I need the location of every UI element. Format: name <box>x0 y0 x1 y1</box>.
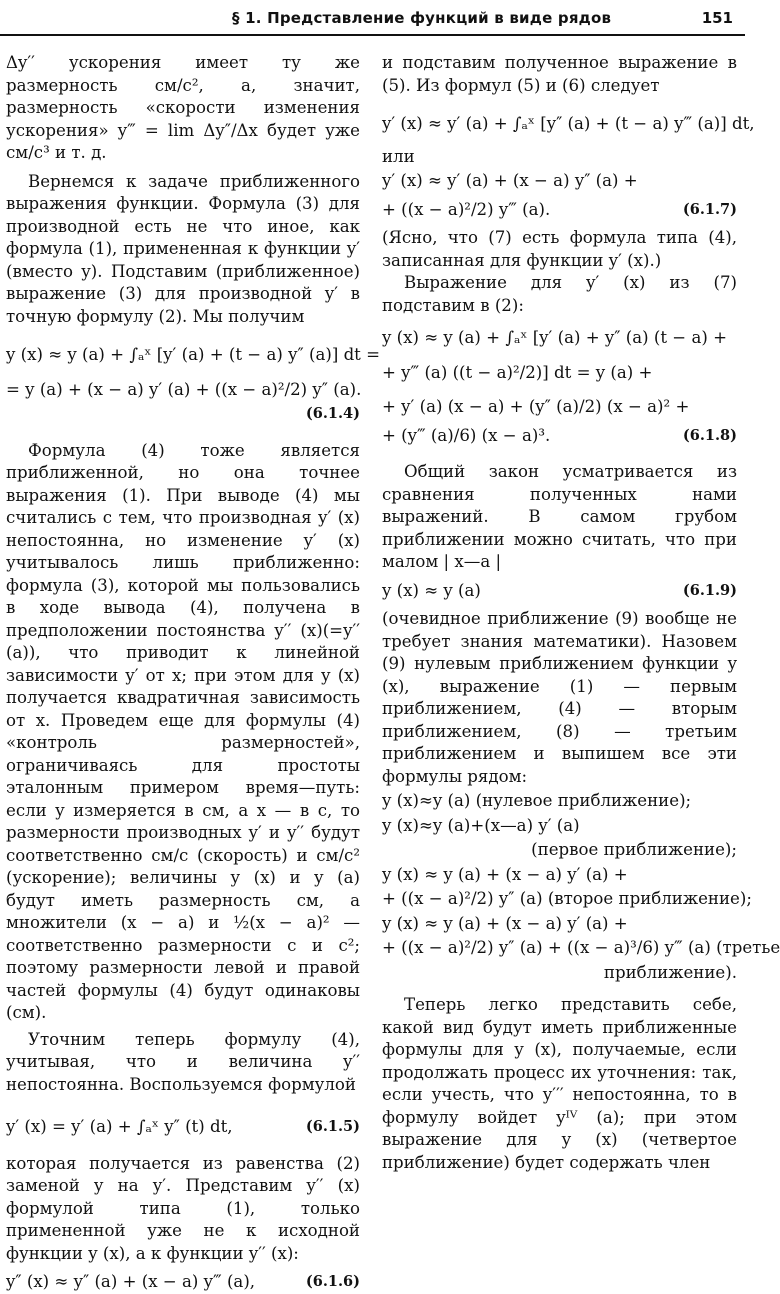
equation-body: y (x) ≈ y (a) <box>382 580 481 600</box>
equation: (первое приближение); <box>531 840 737 859</box>
paragraph: (очевидное приближение (9) вообще не требует знания математики). Назовем (9) нулевым приближением функции y (x), выражение (1) — первым приближением, (4) — вторым приближением, (8) — третьим приближением и выпишем все эти формулы рядом: <box>382 609 737 786</box>
equation <box>6 1271 360 1294</box>
equation: y (x) ≈ y (a) + (x − a) y′ (a) + <box>382 913 628 933</box>
paragraph: Формула (4) тоже является приближенной, но она точнее выражения (1). При выводе (4) мы считались с тем, что производная y′ (x) непостоянна, но изменение y′ (x) учитывалось лишь приближенно: формула (3), которой мы пользовались в ходе вывода (4), получена в предположении постоянства y′′ (x)(=y′′ (a)), что приводит к линейной зависимости y′ от x; при этом для y (x) получается квадратичная зависимость от x. Проведем еще для формулы (4) «контроль размерностей», ограничиваясь для простоты эталонным примером время—путь: если y измеряется в см, а x — в с, то размерности производных y′ и y′′ будут соответственно см/с (скорость) и см/с² (ускорение); величины y (x) и y (a) будут иметь размерность см, а множители (x − a) и ½(x − a)² — соответственно размерности с и с²; поэтому размерности левой и правой частей формулы (4) будут одинаковы (см). <box>6 440 360 1022</box>
running-header <box>0 0 745 36</box>
equation <box>382 425 737 448</box>
equation-number: (6.1.9) <box>682 581 737 599</box>
paragraph: или <box>382 146 415 166</box>
right-column <box>382 52 780 1200</box>
equation: y (x) ≈ y (a) + ∫ₐˣ [y′ (a) + y″ (a) (t − a) + <box>382 328 727 347</box>
equation <box>382 580 737 603</box>
paragraph: Теперь легко представить себе, какой вид будут иметь приближенные формулы для y (x), получаемые, если продолжать процесс их уточнения: так, если учесть, что y′′′ непостоянна, то в формулу войдет yᴵⱽ (a); при этом выражение для y (x) (четвертое приближение) будет содержать член <box>382 995 737 1172</box>
equation-body: y′ (x) = y′ (a) + ∫ₐˣ y″ (t) dt, <box>6 1117 233 1136</box>
equation: приближение). <box>603 962 737 982</box>
equation: y′ (x) ≈ y′ (a) + (x − a) y″ (a) + <box>382 171 638 190</box>
equation-number: (6.1.5) <box>305 1118 360 1135</box>
paragraph: и подставим полученное выражение в (5). Из формул (5) и (6) следует <box>382 53 737 95</box>
equation: + y‴ (a) ((t − a)²/2)] dt = y (a) + <box>382 362 653 382</box>
equation-number: (6.1.6) <box>305 1273 360 1290</box>
equation: y (x)≈y (a) (нулевое приближение); <box>382 791 692 810</box>
page-number: 151 <box>701 9 733 27</box>
equation: y′ (x) ≈ y′ (a) + ∫ₐˣ [y″ (a) + (t − a) y‴ (a)] dt, <box>382 114 755 133</box>
paragraph: Выражение для y′ (x) из (7) подставим в (2): <box>382 273 737 315</box>
paragraph: Уточним теперь формулу (4), учитывая, что и величина y′′ непостоянна. Воспользуемся формулой <box>6 1029 360 1094</box>
equation: + ((x − a)²/2) y″ (a) + ((x − a)³/6) y‴ (a) (третье <box>382 938 780 957</box>
equation: y (x) ≈ y (a) + ∫ₐˣ [y′ (a) + (t − a) y″ (a)] dt = <box>6 345 381 364</box>
equation: + y′ (a) (x − a) + (y″ (a)/2) (x − a)² + <box>382 397 690 416</box>
equation: + ((x − a)²/2) y″ (a) (второе приближение); <box>382 889 752 908</box>
equation <box>6 1116 360 1139</box>
equation-number: (6.1.7) <box>682 200 737 218</box>
equation-number: (6.1.8) <box>682 426 737 444</box>
equation: = y (a) + (x − a) y′ (a) + ((x − a)²/2) y″ (a). <box>6 379 362 399</box>
equation-number: (6.1.4) <box>305 405 360 422</box>
equation <box>382 199 737 222</box>
equation-body: y″ (x) ≈ y″ (a) + (x − a) y‴ (a), <box>6 1272 256 1291</box>
paragraph: Δy′′ ускорения имеет ту же размерность см/с², а, значит, размерность «скорости изменения ускорения» y‴ = lim Δy″/Δx будет уже см/с³ и т. д. <box>6 53 360 162</box>
equation-body: + (y‴ (a)/6) (x − a)³. <box>382 425 551 445</box>
equation: y (x)≈y (a)+(x—a) y′ (a) <box>382 815 580 835</box>
paragraph: (Ясно, что (7) есть формула типа (4), записанная для функции y′ (x).) <box>382 228 737 270</box>
paragraph: Вернемся к задаче приближенного выражения функции. Формула (3) для производной есть не что иное, как формула (1), примененная к функции y′ (вместо y). Подставим (приближенное) выражение (3) для производной y′ в точную формулу (2). Мы получим <box>6 171 360 326</box>
equation-body: + ((x − a)²/2) y‴ (a). <box>382 199 551 219</box>
paragraph: которая получается из равенства (2) заменой y на y′. Представим y′′ (x) формулой типа (1), только примененной уже не к исходной функции y (x), а к функции y′′ (x): <box>6 1153 360 1263</box>
equation: y (x) ≈ y (a) + (x − a) y′ (a) + <box>382 864 628 884</box>
section-title: § 1. Представление функций в виде рядов <box>232 9 612 27</box>
paragraph: Общий закон усматривается из сравнения полученных нами выражений. В самом грубом приближении можно считать, что при малом | x—a | <box>382 462 737 571</box>
left-column <box>6 52 381 1291</box>
